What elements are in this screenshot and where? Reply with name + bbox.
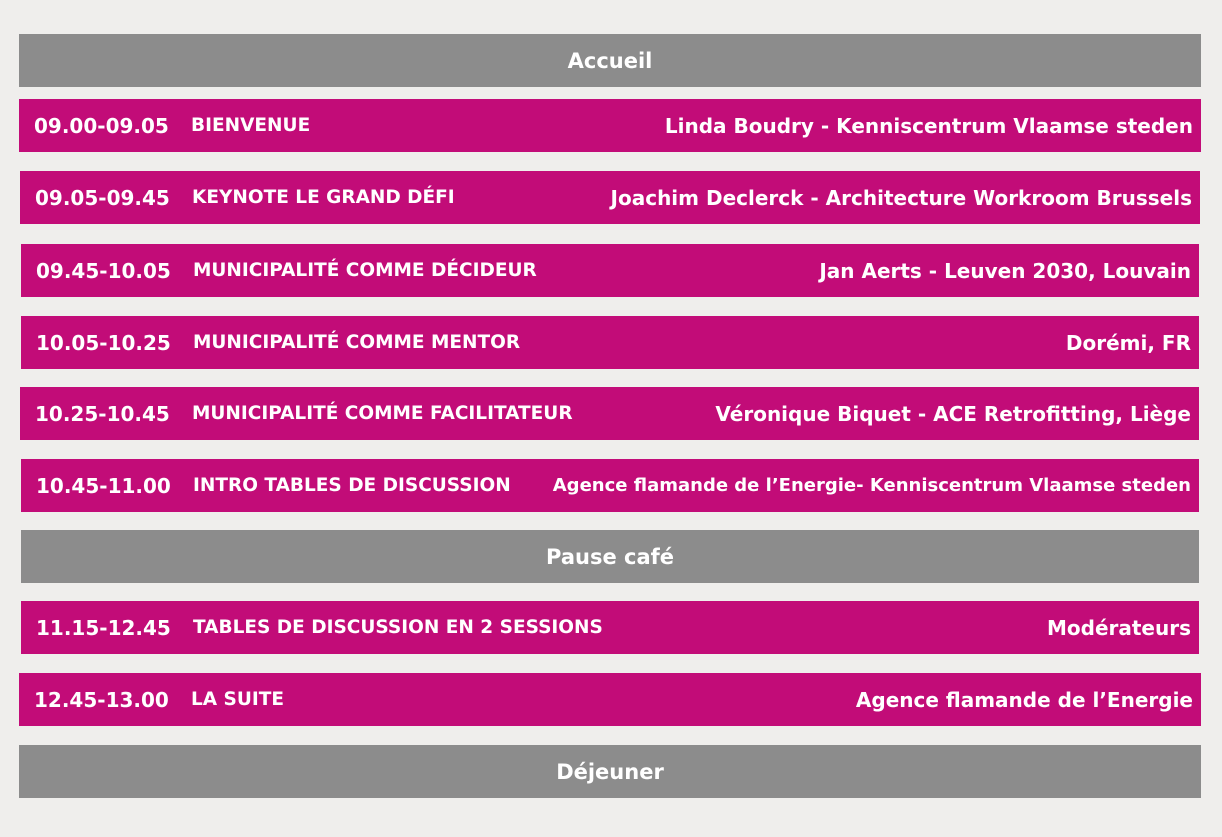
- session-title: INTRO TABLES DE DISCUSSION: [193, 475, 511, 496]
- break-dejeuner: [19, 745, 1201, 798]
- session-time: 09.05-09.45: [35, 185, 170, 210]
- session-speaker: Agence flamande de l’Energie: [855, 687, 1193, 712]
- session-row: [20, 171, 1200, 224]
- session-row: [21, 244, 1199, 297]
- session-time: 09.00-09.05: [34, 113, 169, 138]
- session-speaker: Véronique Biquet - ACE Retrofitting, Liège: [715, 401, 1191, 426]
- session-row: [19, 99, 1201, 152]
- session-row: [21, 601, 1199, 654]
- session-speaker: Agence flamande de l’Energie- Kenniscentrum Vlaamse steden: [552, 475, 1191, 496]
- break-label: Accueil: [567, 48, 653, 73]
- session-title: BIENVENUE: [191, 115, 311, 136]
- session-time: 09.45-10.05: [36, 258, 171, 283]
- session-title: LA SUITE: [191, 689, 285, 710]
- session-title: MUNICIPALITÉ COMME FACILITATEUR: [192, 403, 573, 424]
- session-row: [20, 387, 1199, 440]
- session-title: KEYNOTE LE GRAND DÉFI: [192, 187, 455, 208]
- session-title: MUNICIPALITÉ COMME DÉCIDEUR: [193, 260, 537, 281]
- session-time: 12.45-13.00: [34, 687, 169, 712]
- session-title: TABLES DE DISCUSSION EN 2 SESSIONS: [193, 617, 603, 638]
- session-speaker: Linda Boudry - Kenniscentrum Vlaamse steden: [664, 113, 1193, 138]
- session-time: 10.05-10.25: [36, 330, 171, 355]
- session-row: [21, 316, 1199, 369]
- session-time: 11.15-12.45: [36, 615, 171, 640]
- break-label: Déjeuner: [556, 759, 664, 784]
- break-accueil: [19, 34, 1201, 87]
- session-row: [19, 673, 1201, 726]
- session-speaker: Joachim Declerck - Architecture Workroom Brussels: [610, 185, 1192, 210]
- break-pause-cafe: [21, 530, 1199, 583]
- session-speaker: Jan Aerts - Leuven 2030, Louvain: [819, 258, 1191, 283]
- session-title: MUNICIPALITÉ COMME MENTOR: [193, 332, 521, 353]
- session-row: [21, 459, 1199, 512]
- session-time: 10.45-11.00: [36, 473, 171, 498]
- session-speaker: Dorémi, FR: [1065, 330, 1191, 355]
- session-time: 10.25-10.45: [35, 401, 170, 426]
- session-speaker: Modérateurs: [1046, 615, 1191, 640]
- break-label: Pause café: [546, 544, 674, 569]
